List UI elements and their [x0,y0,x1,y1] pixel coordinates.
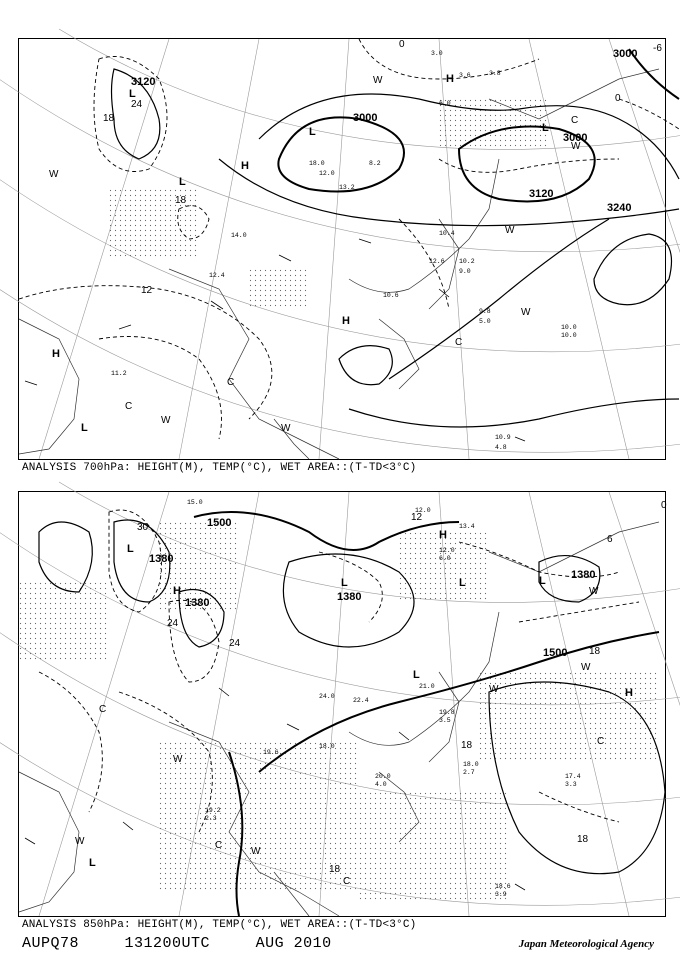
system-symbol: C [455,337,463,348]
station-value: 3.0 [431,50,443,57]
temperature-label: 24 [131,99,143,110]
map-700hpa [19,39,665,459]
system-symbol: L [81,422,88,434]
chart-identifier [22,935,368,952]
station-value: 13.4 [459,523,475,530]
system-symbol: W [173,754,183,765]
height-label: 1380 [149,553,174,565]
station-value: 10.2 [459,258,475,265]
system-symbol: H [342,315,350,327]
station-value: 19.6 [263,749,279,756]
wet-area-stipple [19,522,659,902]
temperature-label: 18 [589,646,601,657]
station-value: 10.6 [383,292,399,299]
station-value: 3.3 [565,781,577,788]
station-value: 12.0 [319,170,335,177]
station-value: 18.6 [495,883,511,890]
station-value: 9.8 [479,308,491,315]
system-symbol: C [343,876,351,887]
system-symbol: C [99,704,107,715]
station-value: 9.0 [459,268,471,275]
station-value: 10.9 [495,434,511,441]
system-symbol: L [129,88,136,100]
station-value: 3.5 [439,717,451,724]
temperature-label: 24 [229,638,241,649]
system-symbol: W [571,141,581,152]
system-symbol: C [227,377,235,388]
height-label: 3240 [607,202,632,214]
station-value: 18.0 [463,761,479,768]
system-symbol: W [161,415,171,426]
system-symbol: L [539,575,546,587]
system-symbol: L [413,669,420,681]
graticule [0,29,680,459]
temperature-label: 12 [141,285,153,296]
system-symbol: L [341,577,348,589]
temperature-label: 18 [329,864,341,875]
height-label: 1500 [543,647,568,659]
system-symbol: W [49,169,59,180]
station-value: 3.9 [495,891,507,898]
valid-time: 131200UTC [124,935,211,952]
system-symbol: C [125,401,133,412]
height-label: 3120 [529,188,554,200]
station-value: 2.3 [205,815,217,822]
system-symbol: H [241,160,249,172]
system-symbol: C [571,115,579,126]
temperature-label: 0 [399,39,405,50]
system-symbol: L [459,577,466,589]
system-symbol: W [251,846,261,857]
system-symbol: W [281,423,291,434]
temperature-label: 30 [137,522,149,533]
system-symbol: W [373,75,383,86]
system-symbol: W [75,836,85,847]
height-label: 1380 [337,591,362,603]
system-symbol: C [597,736,605,747]
system-symbol: L [127,543,134,555]
station-value: 20.0 [375,773,391,780]
station-value: 17.4 [565,773,581,780]
station-value: 10.4 [439,230,455,237]
system-symbol: H [52,348,60,360]
system-symbol: H [439,529,447,541]
station-value: 3.6 [459,72,471,79]
temperature-label: 18 [461,740,473,751]
station-value: 12.0 [415,507,431,514]
station-value: 21.0 [419,683,435,690]
temperature-label: 18 [175,195,187,206]
station-value: 10.0 [561,332,577,339]
temperature-label: 12 [411,512,423,523]
temperature-label: 18 [103,113,115,124]
temperature-label: 6 [607,534,613,545]
system-symbol: L [179,176,186,188]
height-label: 1500 [207,517,232,529]
station-value: 18.0 [319,743,335,750]
map-850hpa [19,492,665,916]
station-value: 24.0 [319,693,335,700]
system-symbol: W [505,225,515,236]
caption-700hpa: ANALYSIS 700hPa: HEIGHT(M), TEMP(°C), WET AREA::(T-TD<3°C) [22,462,417,474]
station-value: 10.0 [561,324,577,331]
system-symbol: L [309,126,316,138]
station-value: 4.8 [495,444,507,451]
temperature-label: -6 [653,43,662,54]
temperature-label: 18 [577,834,589,845]
station-value: 19.2 [205,807,221,814]
system-symbol: H [625,687,633,699]
height-label: 1380 [185,597,210,609]
station-value: 19.8 [439,709,455,716]
station-value: 18.0 [309,160,325,167]
system-symbol: C [215,840,223,851]
station-value: 3.8 [489,70,501,77]
station-value: 12.4 [209,272,225,279]
bulletin-code: AUPQ78 [22,935,80,952]
station-value: 15.0 [187,499,203,506]
station-value: 12.6 [429,258,445,265]
station-value: 14.0 [231,232,247,239]
system-symbol: L [542,122,549,134]
caption-850hpa: ANALYSIS 850hPa: HEIGHT(M), TEMP(°C), WET AREA::(T-TD<3°C) [22,919,417,931]
system-symbol: W [581,662,591,673]
height-label: 3000 [613,48,638,60]
station-value: 2.7 [463,769,475,776]
chart-panel-700hpa [18,38,666,460]
station-value: 6.0 [439,100,451,107]
system-symbol: L [89,857,96,869]
temperature-label: 0 [615,93,621,104]
station-value: 22.4 [353,697,369,704]
station-value: 11.2 [111,370,127,377]
station-value: 13.2 [339,184,355,191]
station-value: 8.2 [369,160,381,167]
agency-name: Japan Meteorological Agency [518,938,654,950]
height-label: 3000 [563,132,588,144]
station-value: 4.0 [375,781,387,788]
station-value: 6.0 [439,555,451,562]
height-label: 3000 [353,112,378,124]
height-label: 3120 [131,76,156,88]
system-symbol: W [489,684,499,695]
system-symbol: H [173,585,181,597]
station-value: 5.0 [479,318,491,325]
month-year: AUG 2010 [255,935,332,952]
temperature-label: 24 [167,618,179,629]
temperature-label: 0 [661,500,667,511]
chart-panel-850hpa [18,491,666,917]
system-symbol: W [521,307,531,318]
station-value: 12.0 [439,547,455,554]
height-label: 1380 [571,569,596,581]
system-symbol: H [446,73,454,85]
system-symbol: W [589,586,599,597]
